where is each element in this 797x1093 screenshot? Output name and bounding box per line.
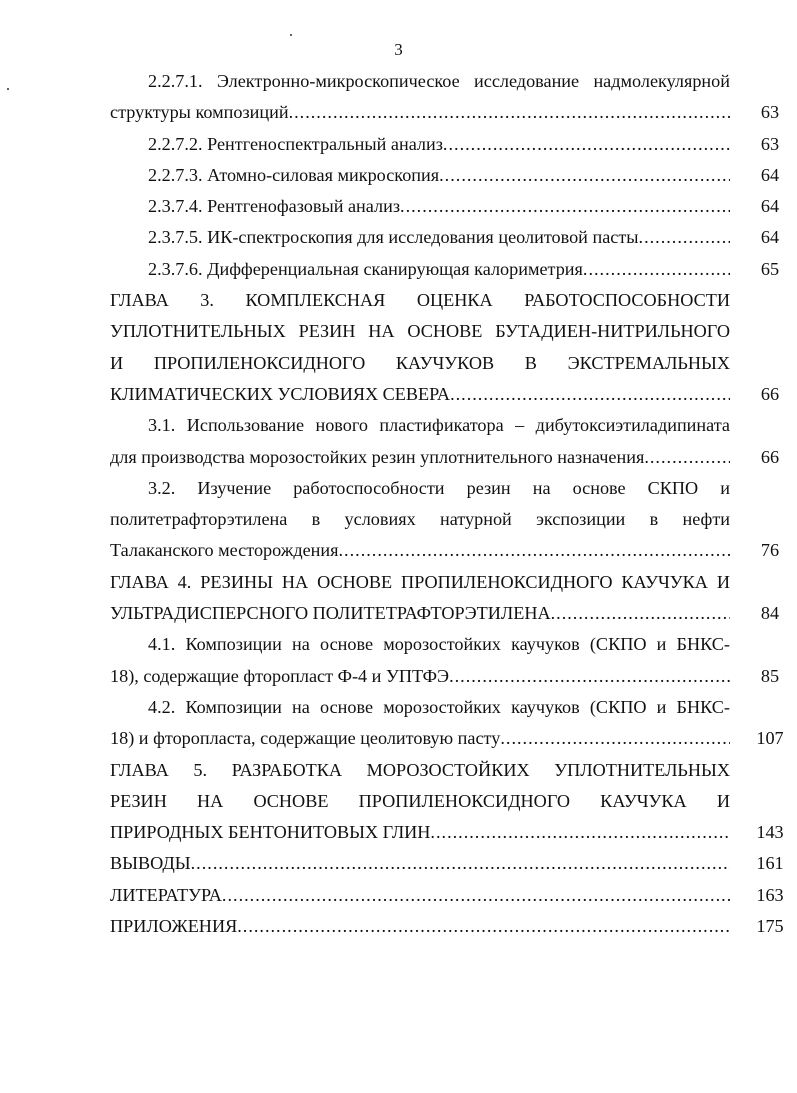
- toc-conclusions: ВЫВОДЫ ..... 161: [110, 848, 730, 879]
- toc-chapter-4-cont: УЛЬТРАДИСПЕРСНОГО ПОЛИТЕТРАФТОРЭТИЛЕНА ..... 84: [110, 598, 730, 629]
- leader-dots: [400, 191, 730, 222]
- toc-entry-4-2: 4.2. Композиции на основе морозостойких каучуков (СКПО и БНКС-: [148, 696, 730, 717]
- leader-dots: [339, 535, 731, 566]
- toc-page-number: 63: [760, 133, 780, 154]
- toc-chapter-5: ГЛАВА 5. РАЗРАБОТКА МОРОЗОСТОЙКИХ УПЛОТНИТЕЛЬНЫХ: [110, 759, 730, 780]
- scan-speck: [290, 34, 292, 36]
- leader-dots: [500, 723, 730, 754]
- toc-page-number: 66: [760, 446, 780, 467]
- toc-page-number: 64: [760, 164, 780, 185]
- toc-chapter-3-cont: И ПРОПИЛЕНОКСИДНОГО КАУЧУКОВ В ЭКСТРЕМАЛЬНЫХ: [110, 352, 730, 373]
- leader-dots: [583, 254, 730, 285]
- toc-page-number: 161: [756, 853, 784, 874]
- leader-dots: [639, 222, 730, 253]
- toc-entry-2-2-7-3: 2.2.7.3. Атомно-силовая микроскопия ..... 64: [110, 160, 730, 191]
- toc-chapter-5-cont: РЕЗИН НА ОСНОВЕ ПРОПИЛЕНОКСИДНОГО КАУЧУКА И: [110, 790, 730, 811]
- toc-entry-4-1-cont: 18), содержащие фторопласт Ф-4 и УПТФЭ ..... 85: [110, 661, 730, 692]
- toc-entry-3-2: 3.2. Изучение работоспособности резин на основе СКПО и: [148, 477, 730, 498]
- toc-page-number: 163: [756, 884, 784, 905]
- toc-page-number: 143: [756, 822, 784, 843]
- toc-entry-4-2-cont: 18) и фторопласта, содержащие цеолитовую пасту ..... 107: [110, 723, 730, 754]
- scan-speck: [7, 88, 9, 90]
- toc-appendices: ПРИЛОЖЕНИЯ ..... 175: [110, 911, 730, 942]
- leader-dots: [443, 129, 730, 160]
- leader-dots: [439, 160, 730, 191]
- toc-page-number: 64: [760, 227, 780, 248]
- toc-page-number: 175: [756, 916, 784, 937]
- toc-page-number: 65: [760, 258, 780, 279]
- toc-page-number: 76: [760, 540, 780, 561]
- toc-chapter-3-cont: КЛИМАТИЧЕСКИХ УСЛОВИЯХ СЕВЕРА ..... 66: [110, 379, 730, 410]
- toc-page-number: 84: [760, 603, 780, 624]
- leader-dots: [289, 97, 730, 128]
- toc-chapter-4: ГЛАВА 4. РЕЗИНЫ НА ОСНОВЕ ПРОПИЛЕНОКСИДНОГО КАУЧУКА И: [110, 571, 730, 592]
- page-number: 3: [394, 40, 403, 59]
- toc-entry-3-2-cont: политетрафторэтилена в условиях натурной экспозиции в нефти: [110, 509, 730, 530]
- leader-dots: [551, 598, 730, 629]
- toc-page-number: 107: [756, 728, 784, 749]
- toc-entry-3-1-cont: для производства морозостойких резин уплотнительного назначения ..... 66: [110, 442, 730, 473]
- toc-entry-2-2-7-1: 2.2.7.1. Электронно-микроскопическое исследование надмолекулярной: [148, 71, 730, 91]
- toc-entry-4-1: 4.1. Композиции на основе морозостойких каучуков (СКПО и БНКС-: [148, 634, 730, 655]
- table-of-contents: [110, 66, 784, 942]
- toc-chapter-3-cont: УПЛОТНИТЕЛЬНЫХ РЕЗИН НА ОСНОВЕ БУТАДИЕН-НИТРИЛЬНОГО: [110, 321, 730, 342]
- leader-dots: [450, 379, 730, 410]
- leader-dots: [191, 848, 730, 879]
- leader-dots: [449, 661, 730, 692]
- toc-entry-2-2-7-2: 2.2.7.2. Рентгеноспектральный анализ ..... 63: [110, 129, 730, 160]
- leader-dots: [222, 880, 730, 911]
- toc-chapter-3: ГЛАВА 3. КОМПЛЕКСНАЯ ОЦЕНКА РАБОТОСПОСОБНОСТИ: [110, 290, 730, 311]
- toc-page-number: 64: [760, 196, 780, 217]
- leader-dots: [237, 911, 730, 942]
- toc-entry-2-3-7-4: 2.3.7.4. Рентгенофазовый анализ ..... 64: [110, 191, 730, 222]
- toc-entry-3-1: 3.1. Использование нового пластификатора – дибутоксиэтиладипината: [148, 415, 730, 436]
- toc-entry-3-2-cont: Талаканского месторождения ..... 76: [110, 535, 730, 566]
- toc-page-number: 66: [760, 383, 780, 404]
- toc-page-number: 63: [760, 102, 780, 123]
- toc-chapter-5-cont: ПРИРОДНЫХ БЕНТОНИТОВЫХ ГЛИН ..... 143: [110, 817, 730, 848]
- toc-entry-2-3-7-5: 2.3.7.5. ИК-спектроскопия для исследования цеолитовой пасты ..... 64: [110, 222, 730, 253]
- toc-literature: ЛИТЕРАТУРА ..... 163: [110, 880, 730, 911]
- toc-entry-2-2-7-1-cont: структуры композиций ..... 63: [110, 97, 730, 128]
- leader-dots: [430, 817, 730, 848]
- toc-entry-2-3-7-6: 2.3.7.6. Дифференциальная сканирующая калориметрия ..... 65: [110, 254, 730, 285]
- toc-page-number: 85: [760, 665, 780, 686]
- leader-dots: [644, 442, 730, 473]
